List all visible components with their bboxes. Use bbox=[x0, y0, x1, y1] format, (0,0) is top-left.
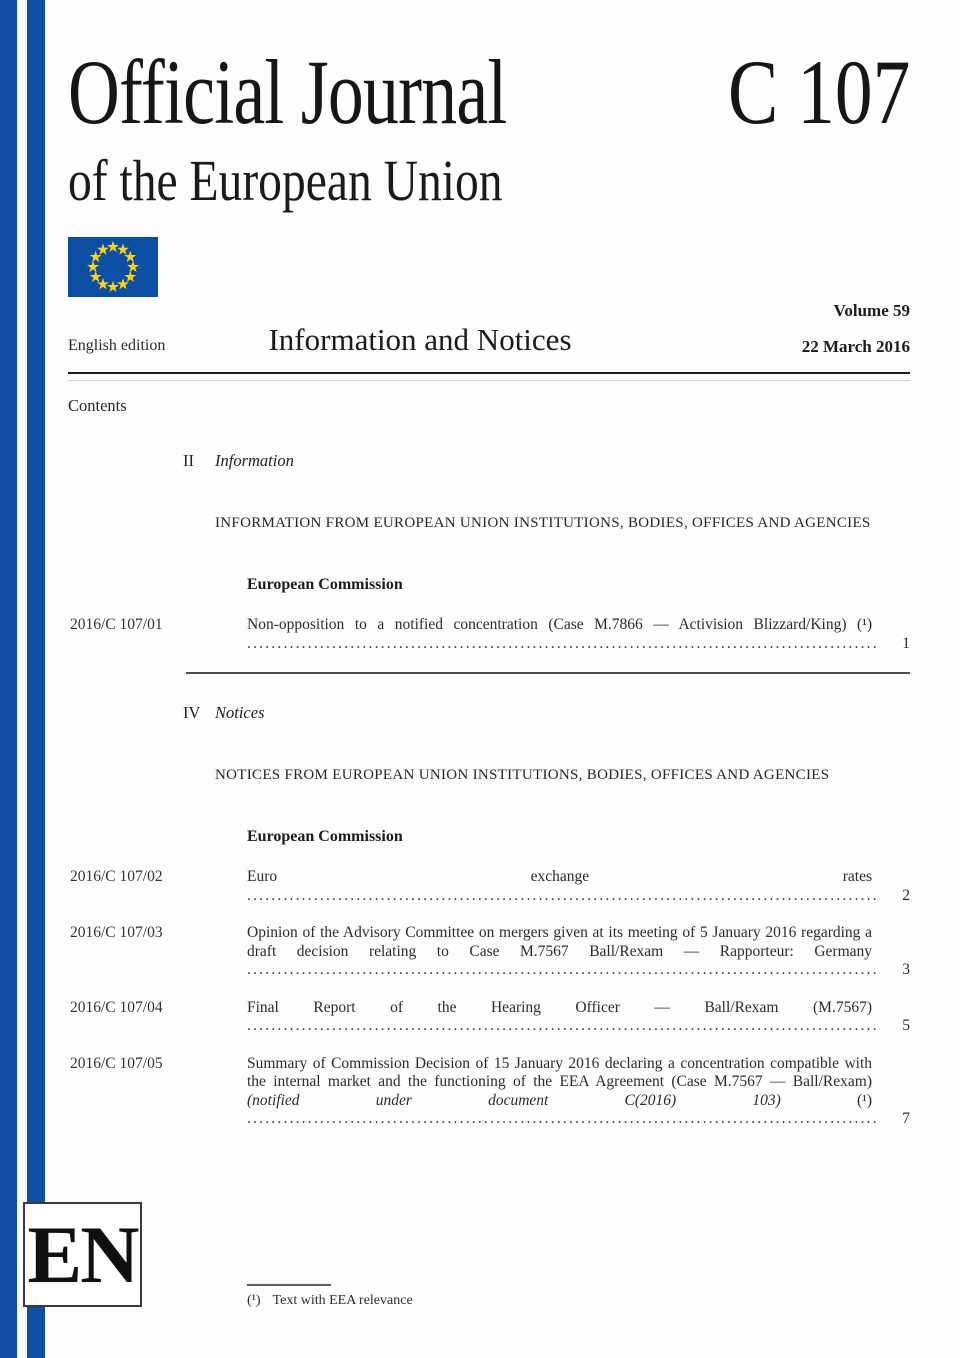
language-code: EN bbox=[27, 1208, 138, 1300]
contents-label: Contents bbox=[68, 396, 127, 415]
toc-entry-ref: 2016/C 107/01 bbox=[70, 616, 163, 633]
dot-leader bbox=[247, 635, 880, 652]
section-heading bbox=[183, 452, 910, 470]
section-subheading: INFORMATION FROM EUROPEAN UNION INSTITUTIONS, BODIES, OFFICES AND AGENCIES bbox=[215, 515, 871, 531]
dot-leader bbox=[247, 961, 880, 978]
toc-entry-text: Euro exchange rates ..... bbox=[247, 868, 880, 905]
toc-entry-text: Summary of Commission Decision of 15 January 2016 declaring a concentration compatible with the internal market and the functioning of the EEA Agreement (Case M.7567 — Ball/Rexam) (notified under document C(2016) 103) (¹) ..... bbox=[247, 1055, 880, 1129]
edition-label: English edition bbox=[68, 337, 166, 354]
journal-title: Official Journal bbox=[68, 41, 507, 143]
section-organisation: European Commission bbox=[247, 576, 403, 593]
toc-entry bbox=[70, 868, 910, 905]
dot-leader bbox=[247, 887, 880, 904]
series-title: Information and Notices bbox=[268, 322, 572, 357]
toc-entry bbox=[70, 616, 910, 653]
contents-list bbox=[70, 444, 910, 1148]
section-heading bbox=[183, 704, 910, 722]
section-numeral: IV bbox=[183, 703, 201, 722]
footnote-marker: (¹) bbox=[247, 1293, 261, 1308]
toc-entry-page: 2 bbox=[902, 886, 910, 904]
section-title: Notices bbox=[215, 703, 265, 722]
footnote bbox=[247, 1284, 413, 1309]
footnote-rule bbox=[247, 1284, 331, 1286]
section-divider bbox=[186, 672, 910, 674]
toc-entry bbox=[70, 999, 910, 1036]
eu-flag-icon bbox=[68, 237, 158, 297]
dot-leader bbox=[247, 1110, 880, 1127]
language-code-box bbox=[23, 1202, 142, 1307]
issue-code: C 107 bbox=[727, 41, 910, 143]
left-stripe-inner bbox=[27, 0, 45, 1358]
toc-entry-ref: 2016/C 107/02 bbox=[70, 868, 163, 885]
header-rule bbox=[68, 372, 910, 374]
footnote-text: Text with EEA relevance bbox=[272, 1293, 413, 1308]
toc-entry bbox=[70, 1055, 910, 1129]
volume-label: Volume 59 bbox=[833, 301, 910, 320]
section-title: Information bbox=[215, 451, 294, 470]
toc-entry-text: Opinion of the Advisory Committee on mergers given at its meeting of 5 January 2016 regarding a draft decision relating to Case M.7567 Ball/Rexam — Rapporteur: Germany ..... bbox=[247, 924, 880, 980]
toc-entry-text: Non-opposition to a notified concentration (Case M.7866 — Activision Blizzard/King) (¹) ..... bbox=[247, 616, 880, 653]
toc-entry-page: 5 bbox=[902, 1017, 910, 1034]
section-subheading: NOTICES FROM EUROPEAN UNION INSTITUTIONS, BODIES, OFFICES AND AGENCIES bbox=[215, 767, 830, 783]
issue-date: 22 March 2016 bbox=[801, 337, 910, 356]
toc-entry-ref: 2016/C 107/03 bbox=[70, 924, 163, 941]
toc-entry-page: 7 bbox=[902, 1110, 910, 1127]
toc-entry-ref: 2016/C 107/04 bbox=[70, 998, 163, 1016]
section-organisation: European Commission bbox=[247, 828, 403, 845]
toc-entry-page: 3 bbox=[902, 961, 910, 978]
left-stripe-outer bbox=[0, 0, 17, 1358]
dot-leader bbox=[247, 1017, 880, 1034]
section-numeral: II bbox=[183, 451, 194, 470]
toc-entry-text: Final Report of the Hearing Officer — Ball/Rexam (M.7567) ..... bbox=[247, 999, 880, 1036]
toc-entry bbox=[70, 924, 910, 980]
toc-entry-ref: 2016/C 107/05 bbox=[70, 1054, 163, 1072]
toc-entry-page: 1 bbox=[902, 634, 910, 652]
journal-subtitle: of the European Union bbox=[68, 148, 503, 213]
